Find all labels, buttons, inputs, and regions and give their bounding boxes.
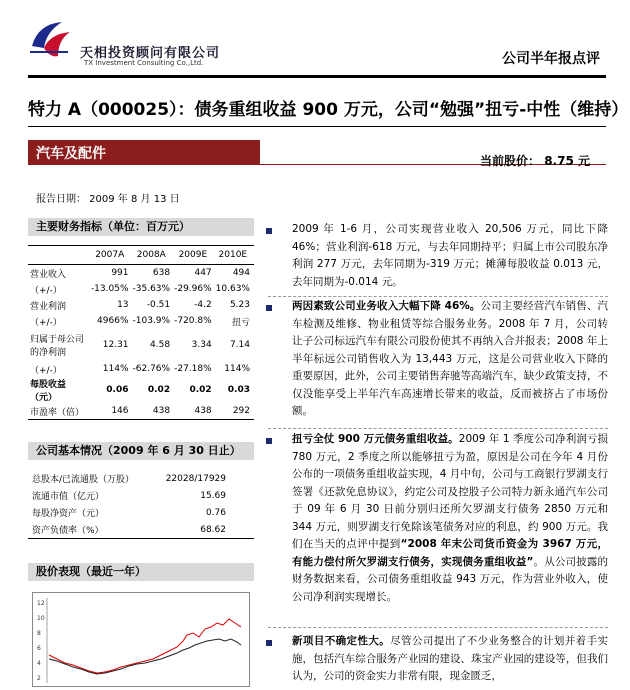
- row-label: 营业利润: [30, 301, 67, 312]
- financials-table: [28, 245, 254, 420]
- basic-info-table: [28, 470, 254, 539]
- table-cell: 114%: [102, 364, 129, 374]
- paragraph-summary: 2009 年 1-6 月，公司实现营业收入 20,506 万元，同比下降 46%；营业利润-618 万元，与去年同期持平；归属上市公司股东净利润 277 万元，去年同期为-319 万元；摊薄每股收益 0.013 元，去年同期为-0.014 元。: [292, 223, 608, 288]
- table-cell: 494: [232, 268, 250, 278]
- table-cell: -103.9%: [132, 316, 171, 326]
- table-cell: -27.18%: [174, 364, 212, 374]
- paragraph-divider: [268, 296, 608, 297]
- row-label: 每股净资产（元）: [32, 509, 105, 519]
- table-row: [28, 403, 254, 420]
- paragraph-body: 尽管公司提出了不少业务整合的计划并着手实施，包括汽车综合服务产业园的建设、珠宝产业园的建设等，但我们认为，公司的资金实力非常有限，现金匮乏，: [292, 635, 608, 682]
- price-chart-title: 股价表现（最近一年）: [28, 563, 254, 581]
- table-cell: -35.63%: [132, 284, 171, 294]
- column-header: 2008A: [133, 246, 175, 265]
- financials-title: 主要财务指标（单位：百万元）: [28, 218, 254, 236]
- table-header-row: [28, 246, 254, 265]
- table-cell: 10.63%: [215, 284, 250, 294]
- paragraph-debt-restructuring: [292, 431, 608, 606]
- table-cell: 0.76: [205, 507, 226, 518]
- table-cell: 146: [91, 403, 133, 420]
- column-header: 2010E: [216, 246, 254, 265]
- table-row: [28, 504, 254, 521]
- table-row: [28, 297, 254, 313]
- table-cell: 22028/17929: [165, 473, 226, 484]
- table-cell: 扭亏: [231, 317, 250, 328]
- row-label: 资产负债率（%）: [28, 521, 151, 539]
- table-cell: 991: [111, 268, 129, 278]
- row-label: 总股本/已流通股（万股）: [32, 475, 135, 485]
- header-divider: [28, 75, 606, 78]
- table-row: [28, 487, 254, 504]
- table-cell: 12.31: [102, 340, 129, 350]
- row-label: （+/-）: [30, 285, 62, 296]
- paragraph-new-projects: [292, 633, 608, 685]
- table-row: [28, 313, 254, 329]
- table-cell: 13: [117, 300, 129, 310]
- table-cell: 438: [174, 403, 216, 420]
- y-tick-label: 8: [37, 630, 41, 637]
- paragraph-heading: 扭亏全仗 900 万元债务重组收益。: [292, 433, 459, 445]
- table-row: [28, 265, 254, 282]
- index-line: [49, 639, 241, 674]
- table-row: [28, 361, 254, 377]
- column-header: 2009E: [174, 246, 216, 265]
- table-row: [28, 329, 254, 361]
- column-header: 2007A: [91, 246, 133, 265]
- paragraph-revenue: [292, 298, 608, 421]
- company-logo-icon: [28, 18, 74, 60]
- y-tick-label: 4: [37, 660, 41, 667]
- y-tick-label: 2: [37, 675, 41, 682]
- y-tick-label: 12: [37, 600, 45, 607]
- paragraph-body: 公司主要经营汽车销售、汽车检测及维修、物业租赁等综合服务业务。2008 年 7 月，公司转让子公司标远汽车有限公司股份使其不再纳入合并报表；2008 年上半年标远公司销售收入为 13,443 万元，这是公司营业收入下降的重要原因，此外，公司主要销售奔驰等高端汽车，缺少政策支持，不仅没能享受上半年汽车高速增长带来的收益，反而被挤占了市场份额。: [292, 300, 609, 417]
- current-price: 当前股价： 8.75 元: [480, 154, 590, 168]
- table-cell: 3.34: [191, 340, 212, 350]
- report-title: 特力 A（000025）：债务重组收益 900 万元，公司“勉强”扭亏-中性（维持）: [28, 100, 629, 120]
- row-label: 营业收入: [30, 269, 67, 280]
- table-row: [28, 521, 254, 539]
- bullet-icon: [266, 228, 272, 234]
- table-cell: 447: [194, 268, 212, 278]
- table-cell: 0.06: [106, 385, 129, 395]
- table-cell: -4.2: [194, 300, 212, 310]
- company-name-cn: 天相投资顾问有限公司: [80, 46, 221, 61]
- table-cell: -62.76%: [132, 364, 171, 374]
- row-label: 归属于母公司的净利润: [30, 335, 85, 358]
- table-cell: 638: [152, 268, 171, 278]
- table-cell: 114%: [224, 364, 250, 374]
- table-cell: -13.05%: [90, 284, 129, 294]
- paragraph-heading: 新项目不确定性大。: [292, 635, 391, 647]
- table-cell: 4966%: [97, 316, 129, 326]
- table-cell: -29.96%: [174, 284, 212, 294]
- basic-info-title: 公司基本情况（2009 年 6 月 30 日止）: [28, 442, 254, 460]
- paragraph-divider: [268, 428, 608, 429]
- table-cell: 438: [133, 403, 175, 420]
- table-cell: 5.23: [229, 300, 250, 310]
- title-divider: [28, 126, 606, 127]
- table-cell: 68.62: [151, 521, 254, 539]
- table-cell: 0.03: [227, 385, 250, 395]
- paragraph-heading: 两因素致公司业务收入大幅下降 46%。: [292, 300, 481, 312]
- table-cell: 292: [216, 403, 254, 420]
- paragraph-quote: “2008 年末公司货币资金为 3967 万元，有能力偿付所欠罗湖支行债务，实现债务重组收益”: [292, 538, 608, 568]
- sector-label: 汽车及配件: [36, 146, 106, 162]
- table-row: [28, 281, 254, 297]
- table-cell: -720.8%: [174, 316, 212, 326]
- report-type: 公司半年报点评: [502, 51, 600, 67]
- table-cell: [28, 246, 91, 265]
- row-label: 市盈率（倍）: [28, 403, 91, 420]
- paragraph-body: 2009 年 1 季度公司净利润亏损 780 万元，2 季度之所以能够扭亏为盈，原因是公司在今年 4 月份公布的一项债务重组收益实现，4 月中旬，公司与工商银行罗湖支行签署《还款免息协议》，约定公司及控股子公司特力新永通汽车公司于 09 年 6 月 30 日前分别归还所欠罗湖支行债务 2850 万元和 344 万元，则罗湖支行免除该笔债务对应的利息，约 900 万元。我们在当天的点评中提到: [292, 433, 608, 550]
- y-tick-label: 10: [37, 615, 45, 622]
- table-cell: 7.14: [229, 340, 250, 350]
- price-chart: [32, 592, 250, 687]
- table-cell: 15.69: [200, 490, 226, 501]
- stock-price-line: [49, 619, 241, 673]
- table-row: [28, 377, 254, 403]
- company-name-en: TX Investment Consulting Co.,Ltd.: [84, 59, 204, 67]
- bullet-icon: [266, 305, 272, 311]
- table-row: [28, 470, 254, 487]
- price-chart-svg: [33, 593, 249, 686]
- report-date: 报告日期： 2009 年 8 月 13 日: [36, 194, 180, 205]
- row-label: （+/-）: [30, 365, 62, 376]
- row-label: （+/-）: [30, 317, 62, 328]
- y-tick-label: 6: [37, 645, 41, 652]
- table-cell: -0.51: [146, 300, 171, 310]
- table-cell: 0.02: [189, 385, 212, 395]
- bullet-icon: [266, 640, 272, 646]
- table-cell: 4.58: [150, 340, 171, 350]
- table-cell: 0.02: [147, 385, 171, 395]
- row-label: 每股收益（元）: [30, 380, 67, 403]
- bullet-icon: [266, 438, 272, 444]
- row-label: 流通市值（亿元）: [32, 492, 105, 502]
- paragraph-divider: [268, 627, 608, 628]
- paragraph-body: 。从公司披露的财务数据来看，公司债务重组收益 943 万元，作为营业外收入，使公司净利润实现增长。: [292, 555, 608, 603]
